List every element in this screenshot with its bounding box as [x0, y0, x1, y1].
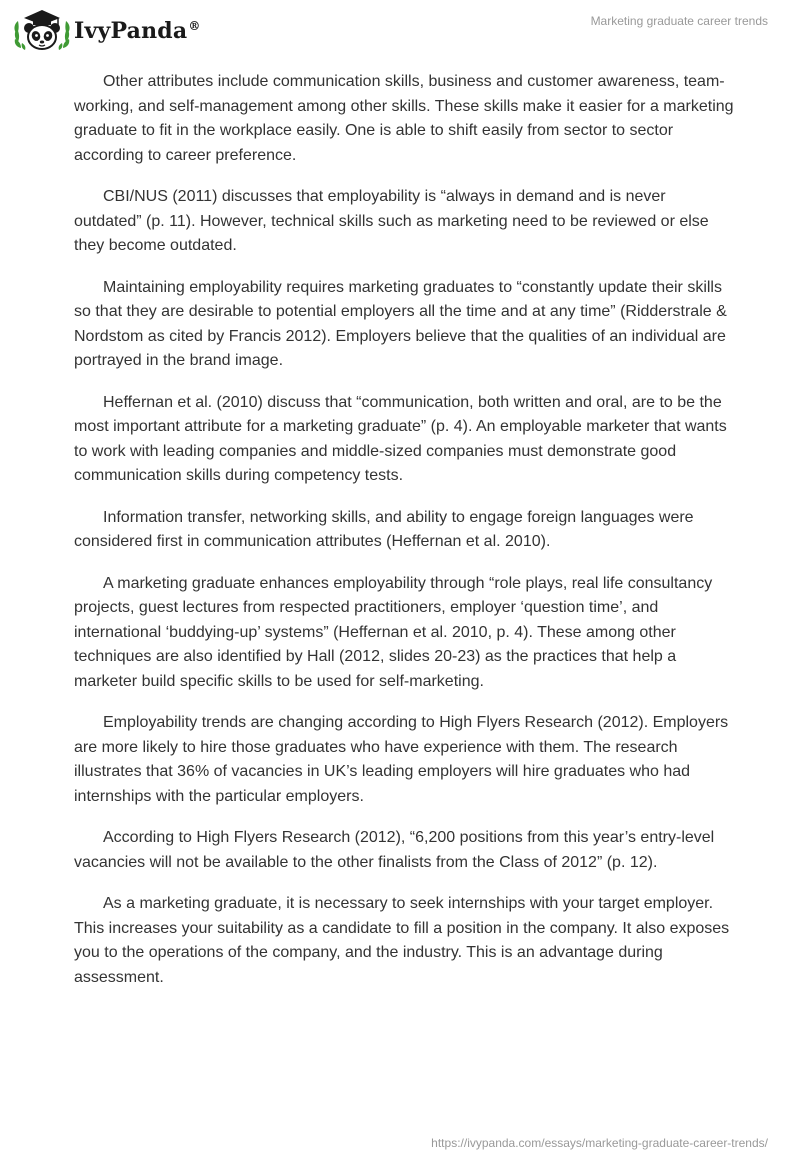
paragraph: Information transfer, networking skills, and ability to engage foreign languages were considered first in communication attributes (Heffernan et al. 2010). [74, 508, 694, 550]
paragraph: As a marketing graduate, it is necessary to seek internships with your target employer. This increases your suitability as a candidate to fill a position in the company. It also exposes you to the operations of the company, and the industry. This is an advantage during assessment. [74, 895, 730, 986]
brand-logo[interactable] [12, 8, 201, 52]
registered-mark: ® [188, 18, 201, 33]
panda-graduate-icon [12, 8, 72, 52]
paragraph: CBI/NUS (2011) discusses that employability is “always in demand and is never outdated” (p. 11). However, technical skills such as marketing need to be reviewed or else they become outdated. [74, 188, 709, 254]
page-header [0, 0, 800, 60]
brand-name-text: IvyPanda [74, 18, 188, 44]
essay-body [74, 70, 734, 1007]
brand-name [74, 18, 201, 44]
paragraph: Other attributes include communication skills, business and customer awareness, team-working, and self-management among other skills. These skills make it easier for a marketing graduate to fit in the workplace easily. One is able to shift easily from sector to sector according to career preference. [74, 73, 734, 164]
paragraph: According to High Flyers Research (2012), “6,200 positions from this year’s entry-level vacancies will not be available to the other finalists from the Class of 2012” (p. 12). [74, 829, 715, 871]
document-title: Marketing graduate career trends [590, 14, 768, 28]
source-url[interactable]: https://ivypanda.com/essays/marketing-graduate-career-trends/ [431, 1136, 768, 1150]
paragraph: Employability trends are changing according to High Flyers Research (2012). Employers are more likely to hire those graduates who have experience with them. The research illustrates that 36% of vacancies in UK’s leading employers will hire graduates who had internships with the particular employers. [74, 714, 729, 805]
paragraph: Heffernan et al. (2010) discuss that “communication, both written and oral, are to be the most important attribute for a marketing graduate” (p. 4). An employable marketer that wants to work with leading companies and middle-sized companies must demonstrate good communication skills during competency tests. [74, 393, 727, 484]
paragraph: A marketing graduate enhances employability through “role plays, real life consultancy projects, guest lectures from respected practitioners, employer ‘question time’, and international ‘buddying-up’ systems” (Heffernan et al. 2010, p. 4). These among other techniques are also identified by Hall (2012, slides 20-23) as the practices that help a marketer build specific skills to be used for self-marketing. [74, 574, 713, 690]
paragraph: Maintaining employability requires marketing graduates to “constantly update their skills so that they are desirable to potential employers all the time and at any time” (Ridderstrale & Nordstom as cited by Francis 2012). Employers believe that the qualities of an individual are portrayed in the brand image. [74, 278, 727, 369]
